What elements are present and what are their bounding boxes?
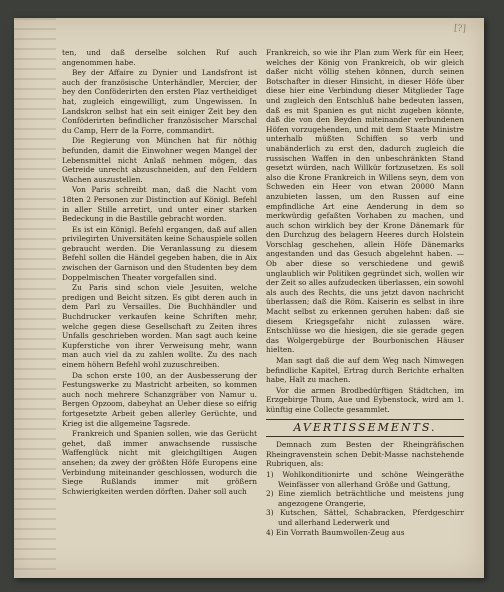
article-paragraph: Vor die armen Brodbedürftigen Städtchen, im Erzgebirge Thum, Aue und Eybenstock, wird am 1. künftig eine Collecte gesammlet. (266, 385, 464, 414)
list-item: 2) Eine ziemlich beträchtliche und meistens jung angezogene Orangerie, (266, 489, 464, 508)
article-paragraph: Von Paris schreibt man, daß die Nacht vom 18ten 2 Personen zur Distinction auf Königl. Befehl in aller Stille arretirt, und unter einer starken Bedeckung in die Bastille gebracht worden. (62, 185, 257, 224)
newspaper-page (14, 18, 484, 578)
advertisements-heading: AVERTISSEMENTS. (293, 420, 437, 434)
advertisement-intro: Demnach zum Besten der Rheingräfischen Rheingravenstein schen Debit-Masse nachstehende Rubriquen, als: (266, 440, 464, 469)
section-divider (266, 419, 464, 420)
article-paragraph: Man sagt daß die auf dem Weg nach Nimwegen befindliche Kapitel, Ertrag durch Berichte erhalten habe, Halt zu machen. (266, 356, 464, 385)
article-paragraph: Es ist ein Königl. Befehl ergangen, daß auf allen privilegirten Universitäten keine Schauspiele sollen gebraucht werden. Die Veranlassung zu diesem Befehl sollen die Händel gegeben haben, die in Aix zwischen der Garnison und den Studenten bey dem Doppelmischen Theater vorgefallen sind. (62, 224, 257, 282)
previous-page-bleed (14, 18, 56, 578)
article-paragraph: Zu Paris sind schon viele Jesuiten, welche predigen und Beicht sitzen. Es gibt deren auch in dem Parl zu Versailles. Die Buchhändler und Buchdrucker verkaufen keine Schriften mehr, welche gegen diese Gesellschaft zu Zeiten ihres Unfalls geschrieben worden. Man sagt auch keine Kupferstiche von ihrer Verweisung mehr, wann man auch viel da zu zahlen wollte. Zu des nach einem höhern Befehl wohl zuzuschreiben. (62, 283, 257, 369)
list-item: 3) Kutschen, Sättel, Schabracken, Pferdgeschirr und allerhand Lederwerk und (266, 508, 464, 527)
list-item: 4) Ein Vorrath Baumwollen-Zeug aus (266, 527, 405, 537)
left-column (62, 48, 257, 497)
article-paragraph: Bey der Affaire zu Dynier und Landsfront ist auch der französische Unterhändler, Mercier, der bey den Conföderirten den ersten Plaz vertheidiget hat, zugleich eingewilligt, zum Ungewissen. In Landskron selbst hat ein seit einiger Zeit bey den Conföderirten befindlicher französischer Marschal du Camp, Herr de la Forre, commandirt. (62, 68, 257, 135)
article-paragraph: Frankreich und Spanien sollen, wie das Gerücht gehet, daß immer anwachsende russische Waffenglück nicht mit gleichgiltigen Augen ansehen; da zwey der größten Höfe Europens eine Verbindung miteinander geschlossen, wodurch die Siege Rußlands immer mit größern Schwierigkeiten werden dörften. Daher soll auch (62, 429, 257, 496)
article-paragraph: Da schon erste 100, an der Ausbesserung der Festungswerke zu Mastricht arbeiten, so kommen auch noch mehrere Schanzgräber von Namur u. Bergen Opzoom, dabeyhat an Ueber diese so eifrig fortgesetzte Arbeit geben allerley Gerüchte, und Krieg ist die allgemeine Tagsrede. (62, 370, 257, 428)
page-number: [?] (453, 23, 467, 35)
right-column (266, 48, 464, 537)
article-paragraph: ten, und daß derselbe solchen Ruf auch angenommen habe. (62, 48, 257, 67)
article-paragraph: Die Regierung von München hat für nöthig befunden, damit die Einwohner wegen Mangel der Lebensmittel nicht Anlaß nehmen mögen, das Getreide unrecht abzuschneiden, auf den Feldern Wachen auszustellen. (62, 136, 257, 184)
article-paragraph: Frankreich, so wie ihr Plan zum Werk für ein Heer, welches der König von Frankreich, ob wir gleich daßer nicht völlig stehen können, durch seinen Botschafter in dieser Hinsicht, in dieser Höfe über diese hier eine Verbindung dieser Mitglieder Tage und zugleich den Entschluß habe bedeuten lassen, daß es mit Spanien es gut nicht zugeben könnte, daß die von den Beyden miteinander verbundenen Höfen vorzugehenden, und mit dem Staate Ministre unterhalb müßten Schiffen so verb und unabänderlich zu erst den, dadurch zugleich die russischen Waffen in den unbeschränkten Stand gesetzt würden, nach Willkür fortzusetzen. Es soll also die Krone Frankreich in Willens seyn, dem von Schweden ein Heer von etwan 20000 Mann anzubieten lassen, um den Russen auf eine empfindliche Art eine Aenderung in dem so merkwürdig gefaßten Vorhaben zu machen, und auch schon wirklich bey der Krone Dänemark für den Durchzug des belagern Heeres durch Holstein Vorschlag geschehen, allein Höfe Dänemarks angestanden und das Gesuch abgelehnt haben. — Ob aber diese so verschiedene und gewiß unglaublich wir Politiken gegründet sich, wollen wir der Zeit so alles aufzudecken überlassen, ein sowohl als auch des Rechts, die uns jetzt davon nachricht überlassen; daß die Röm. Kaiserin es selbst in ihre Macht selbst zu erkennen geruhen haben: daß sie diesem Kriegsgefahr nicht zulassen wäre. Entschlüsse wo die hiesigen, die sie gerade gegen das Wolgergebürge der Bourbonischen Häuser hielten. (266, 48, 464, 355)
list-item: 1) Wohlkonditionirte und schöne Weingeräthe Weinfässer von allerhand Größe und Gattung, (266, 469, 464, 489)
advertisement-list (266, 470, 464, 537)
section-divider (266, 436, 464, 437)
